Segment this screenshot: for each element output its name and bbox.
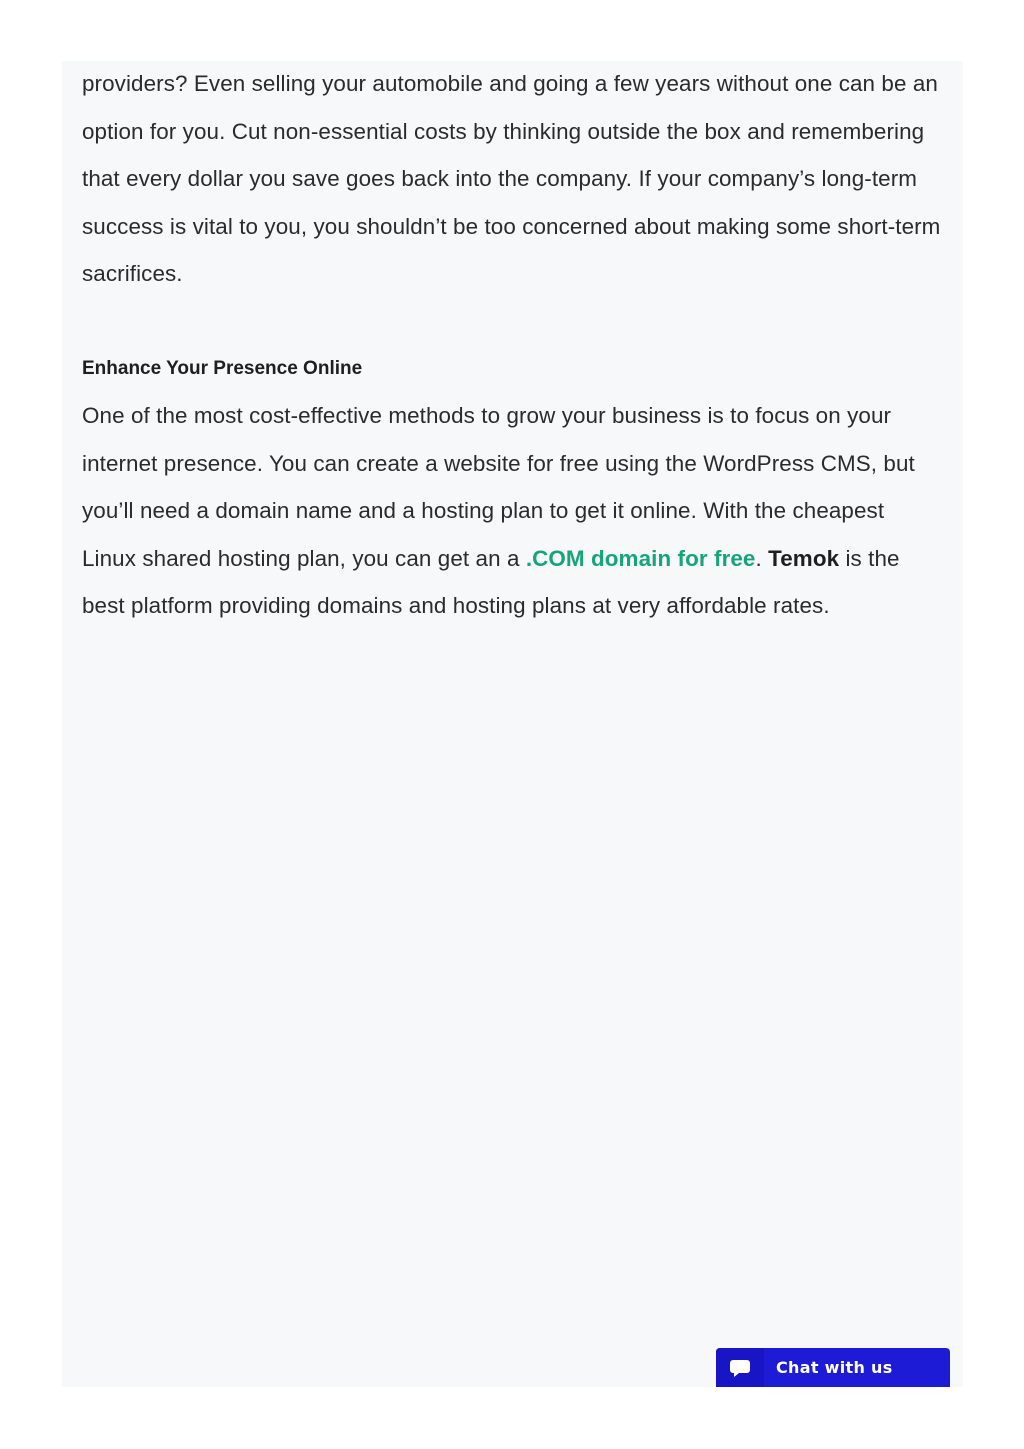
body-text-part-2: . [755, 545, 769, 571]
chat-widget-button[interactable] [716, 1348, 950, 1387]
article-content [82, 61, 944, 630]
body-text-part-3: is the best platform providing domains and hosting plans at very affordable rates. [82, 545, 900, 619]
chat-widget-label: Chat with us [776, 1358, 893, 1377]
section-heading: Enhance Your Presence Online [82, 357, 363, 379]
intro-paragraph: providers? Even selling your automobile and going a few years without one can be an option for you. Cut non-essential costs by thinking outside the box and remembering that every dollar you save goes back into the company. If your company’s long-term success is vital to you, you shouldn’t be too concerned about making some short-term sacrifices. [82, 71, 941, 287]
speech-bubble-icon [716, 1348, 764, 1387]
article-panel [62, 61, 963, 1387]
body-text-part-1: One of the most cost-effective methods to grow your business is to focus on your internet presence. You can create a website for free using the WordPress CMS, but you’ll need a domain name and a hosting plan to get it online. With the cheapest Linux shared hosting plan, you can get an a [82, 402, 915, 571]
body-paragraph [82, 392, 944, 630]
brand-name: Temok [768, 545, 840, 571]
domain-offer-link[interactable]: .COM domain for free [525, 545, 756, 571]
